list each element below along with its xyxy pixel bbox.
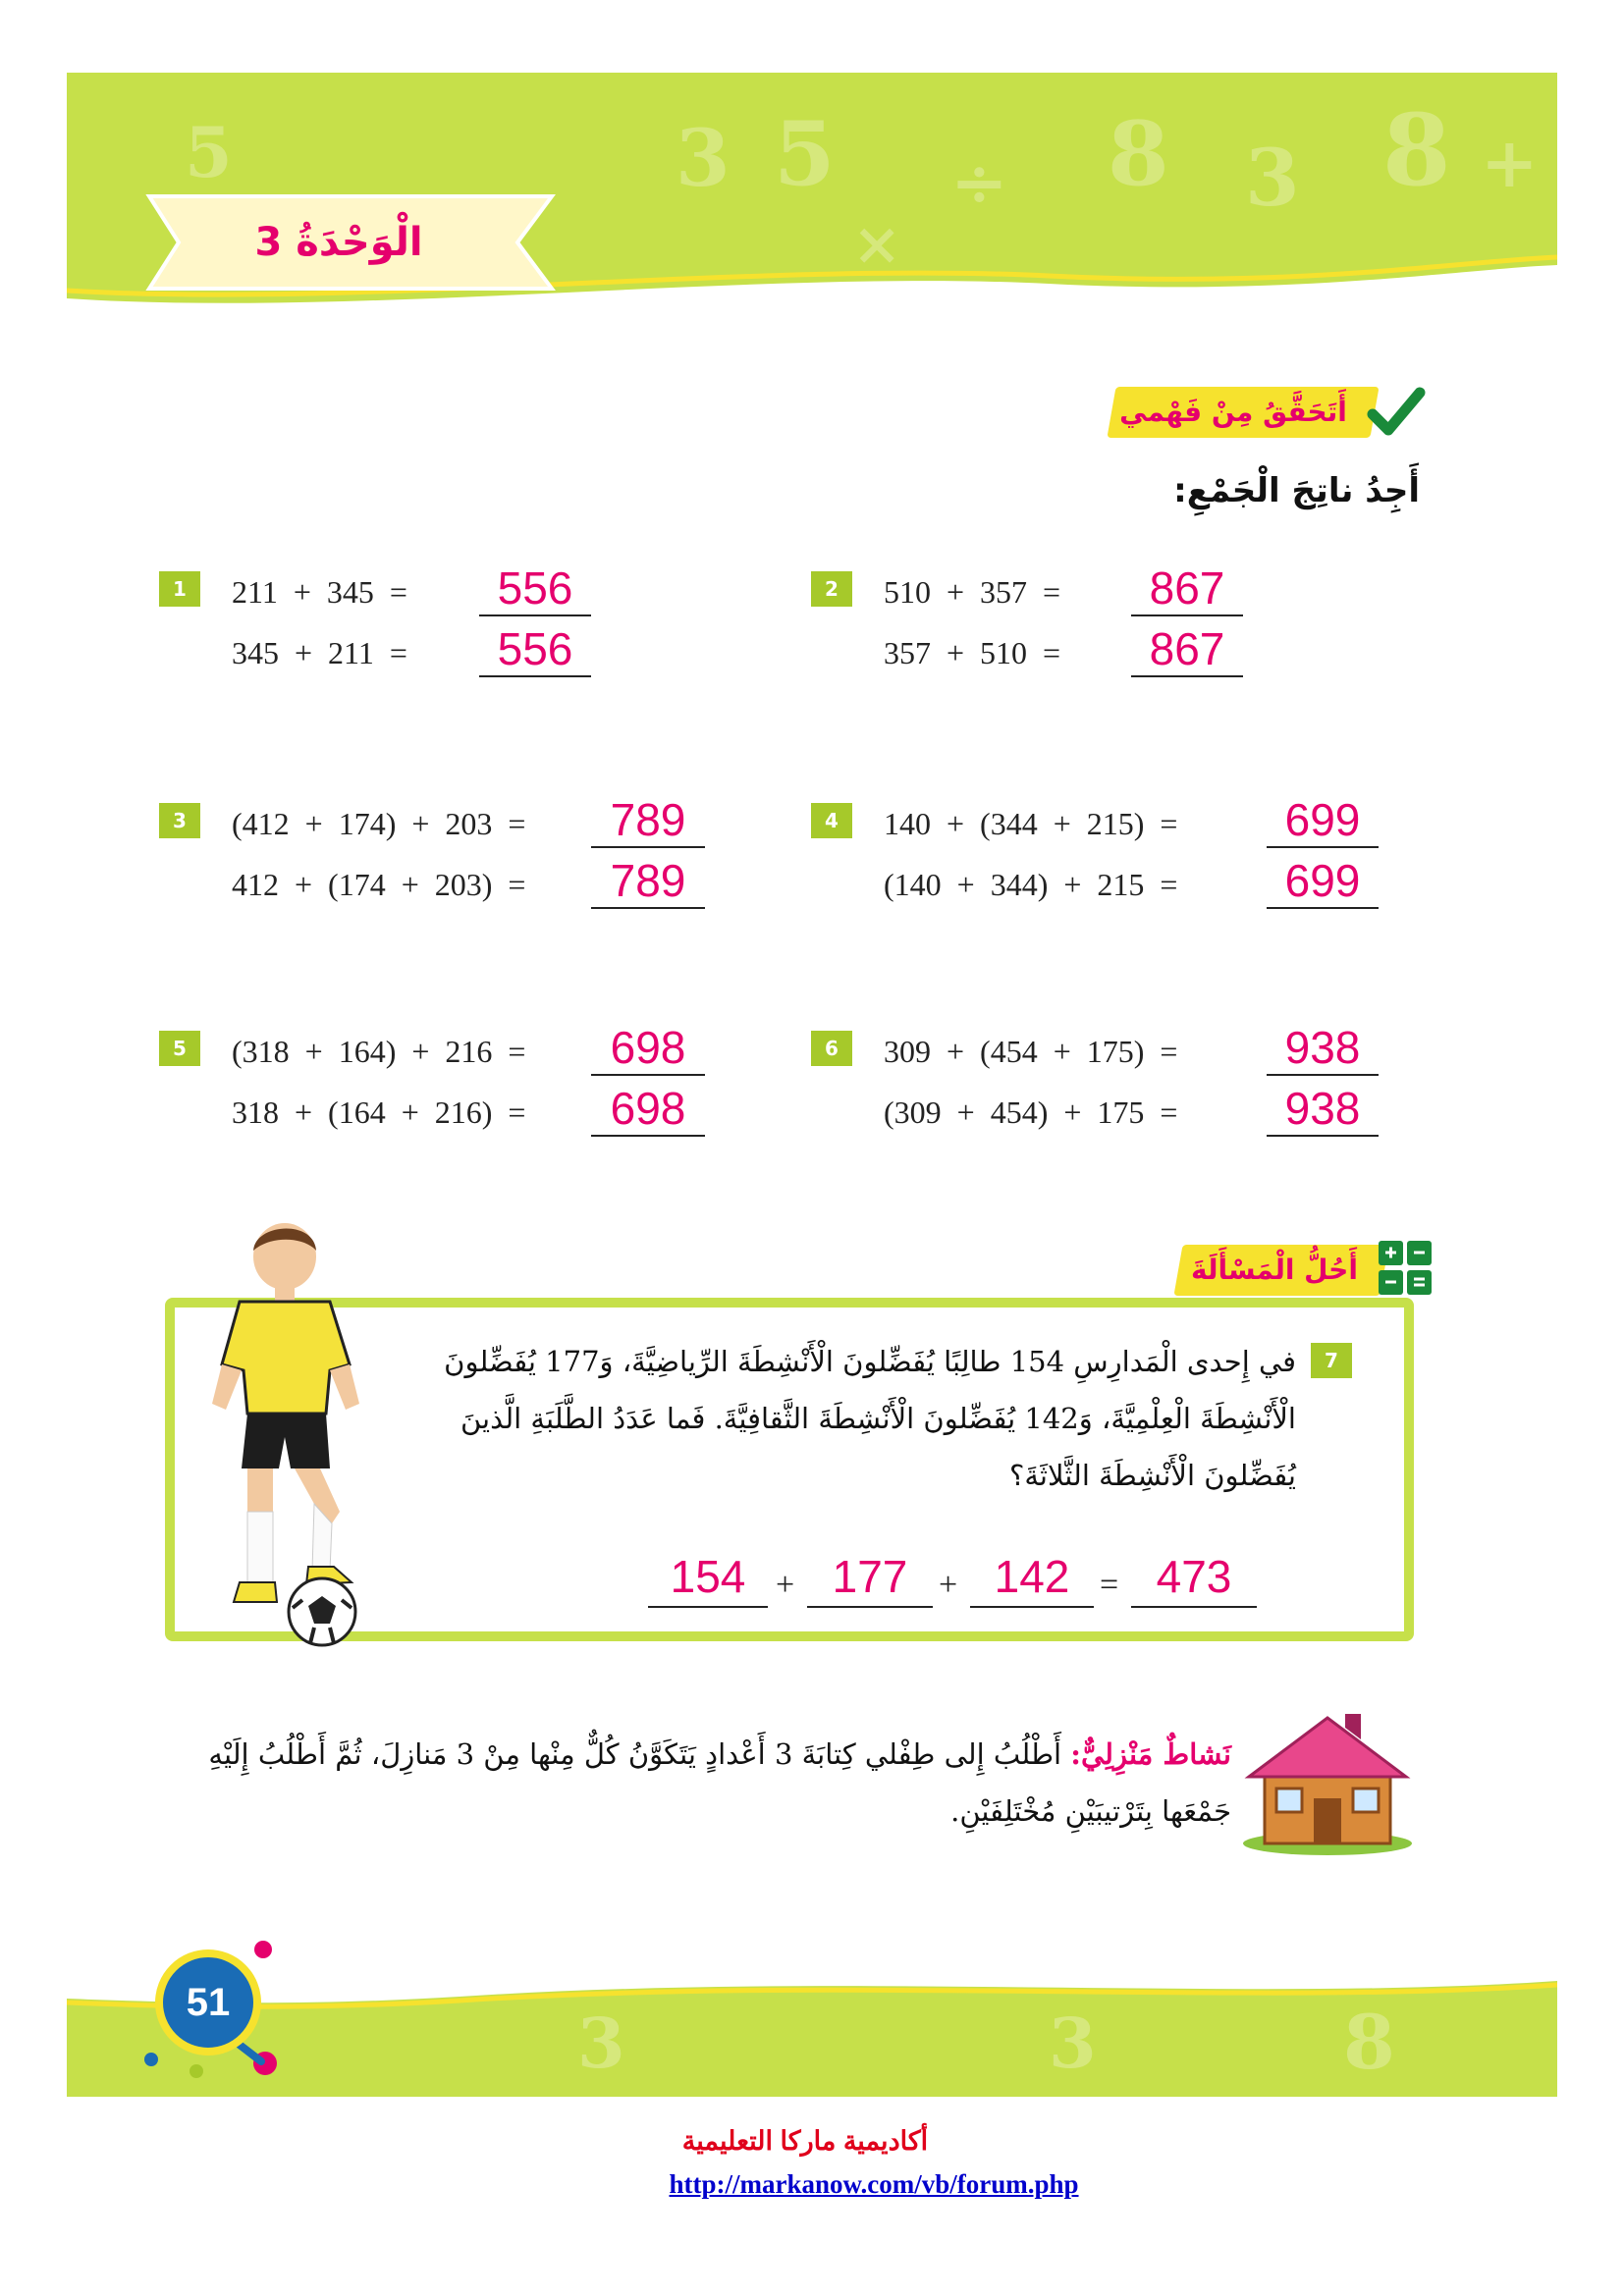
decor-symbol: ÷ bbox=[950, 141, 1008, 223]
problem-answer-2: 177 bbox=[807, 1551, 933, 1608]
plus-sign: + bbox=[776, 1567, 795, 1603]
equation-line: 318 + (164 + 216) = bbox=[232, 1095, 526, 1130]
exercise-1 bbox=[159, 562, 709, 695]
answer-field: 938 bbox=[1267, 1084, 1379, 1137]
house-illustration bbox=[1239, 1708, 1416, 1855]
equation-line: 510 + 357 = bbox=[884, 574, 1061, 610]
home-activity-text bbox=[196, 1726, 1231, 1843]
decor-digit: 3 bbox=[1049, 2002, 1097, 2084]
exercise-4 bbox=[811, 794, 1361, 927]
answer-field: 556 bbox=[479, 624, 591, 677]
equation-line: 309 + (454 + 175) = bbox=[884, 1034, 1178, 1069]
answer-field: 699 bbox=[1267, 795, 1379, 848]
equation-line: (140 + 344) + 215 = bbox=[884, 867, 1178, 902]
decor-digit: 3 bbox=[676, 112, 731, 204]
decor-symbol: + bbox=[1481, 122, 1539, 203]
equation-line: 140 + (344 + 215) = bbox=[884, 806, 1178, 841]
instruction-text: أَجِدُ ناتِجَ الْجَمْعِ: bbox=[1173, 471, 1420, 510]
answer-field: 867 bbox=[1131, 563, 1243, 616]
footer-band bbox=[67, 1963, 1557, 2097]
exercise-number-badge: 5 bbox=[159, 1031, 200, 1066]
decor-digit: 8 bbox=[1382, 92, 1451, 208]
decor-digit: 5 bbox=[185, 112, 233, 193]
unit-title: الْوَحْدَةُ 3 bbox=[254, 220, 423, 265]
problem-answer-total: 473 bbox=[1131, 1551, 1257, 1608]
exercise-6 bbox=[811, 1022, 1361, 1154]
home-activity-label: نَشاطٌ مَنْزِلِيٌّ: bbox=[1070, 1737, 1231, 1771]
calculator-grid-icon bbox=[1377, 1239, 1434, 1298]
answer-field: 867 bbox=[1131, 624, 1243, 677]
decor-digit: 3 bbox=[1245, 132, 1300, 224]
decor-digit: 5 bbox=[774, 102, 836, 206]
checkmark-icon bbox=[1365, 383, 1426, 444]
exercise-number-badge: 1 bbox=[159, 571, 200, 607]
answer-field: 789 bbox=[591, 795, 705, 848]
section-tag-solve-problem: أَحُلُّ الْمَسْأَلَةَ bbox=[1191, 1254, 1358, 1286]
equation-line: 345 + 211 = bbox=[232, 635, 407, 670]
equation-line: (412 + 174) + 203 = bbox=[232, 806, 526, 841]
forum-link[interactable]: http://markanow.com/vb/forum.php bbox=[669, 2169, 1079, 2199]
exercise-number-badge: 2 bbox=[811, 571, 852, 607]
equation-line: (318 + 164) + 216 = bbox=[232, 1034, 526, 1069]
equation-line: 211 + 345 = bbox=[232, 574, 407, 610]
exercise-2 bbox=[811, 562, 1361, 695]
decor-digit: 8 bbox=[1108, 102, 1169, 206]
exercise-number-badge: 3 bbox=[159, 803, 200, 838]
problem-answer-1: 154 bbox=[648, 1551, 768, 1608]
section-tag-check-understanding: أَتَحَقَّقُ مِنْ فَهْمي bbox=[1119, 396, 1347, 428]
exercise-3 bbox=[159, 794, 709, 927]
problem-number-badge: 7 bbox=[1311, 1343, 1352, 1378]
boy-with-football-illustration bbox=[183, 1217, 405, 1649]
equation-line: 412 + (174 + 203) = bbox=[232, 867, 526, 902]
exercise-number-badge: 4 bbox=[811, 803, 852, 838]
answer-field: 699 bbox=[1267, 856, 1379, 909]
decor-symbol: × bbox=[852, 210, 902, 279]
problem-answer-3: 142 bbox=[970, 1551, 1094, 1608]
answer-field: 698 bbox=[591, 1023, 705, 1076]
equation-line: (309 + 454) + 175 = bbox=[884, 1095, 1178, 1130]
answer-field: 938 bbox=[1267, 1023, 1379, 1076]
exercise-number-badge: 6 bbox=[811, 1031, 852, 1066]
home-activity-body: أَطْلُبُ إِلى طِفْلي كِتابَةَ 3 أَعْدادٍ يَتَكَوَّنُ كُلٌّ مِنْها مِنْ 3 مَنازِلَ، ثُمَّ أَطْلُبُ إِلَيْهِ جَمْعَها بِتَرْتيبَيْنِ مُخْتَلِفَيْنِ. bbox=[208, 1737, 1231, 1828]
answer-field: 556 bbox=[479, 563, 591, 616]
equals-sign: = bbox=[1100, 1567, 1119, 1603]
footer-wave bbox=[67, 1963, 1557, 2097]
academy-name: أكاديمية ماركا التعليمية bbox=[681, 2126, 929, 2156]
exercise-5 bbox=[159, 1022, 709, 1154]
answer-field: 789 bbox=[591, 856, 705, 909]
problem-text: في إِحدى الْمَدارِسِ 154 طالِبًا يُفَضِّلونَ الْأَنْشِطَةَ الرِّياضِيَّةَ، وَ177 يُفَضِّلونَ الْأَنْشِطَةَ الْعِلْمِيَّةَ، وَ142 يُفَضِّلونَ الْأَنْشِطَةَ الثَّقافِيَّةَ. فَما عَدَدُ الطَّلَبَةِ الَّذينَ يُفَضِّلونَ الْأَنْشِطَةَ الثَّلاثَةَ؟ bbox=[444, 1345, 1296, 1492]
page-number: 51 bbox=[186, 1981, 231, 2024]
equation-line: 357 + 510 = bbox=[884, 635, 1061, 670]
decor-digit: 3 bbox=[577, 2002, 625, 2084]
decor-digit: 8 bbox=[1343, 1999, 1395, 2086]
answer-field: 698 bbox=[591, 1084, 705, 1137]
plus-sign: + bbox=[939, 1567, 958, 1603]
